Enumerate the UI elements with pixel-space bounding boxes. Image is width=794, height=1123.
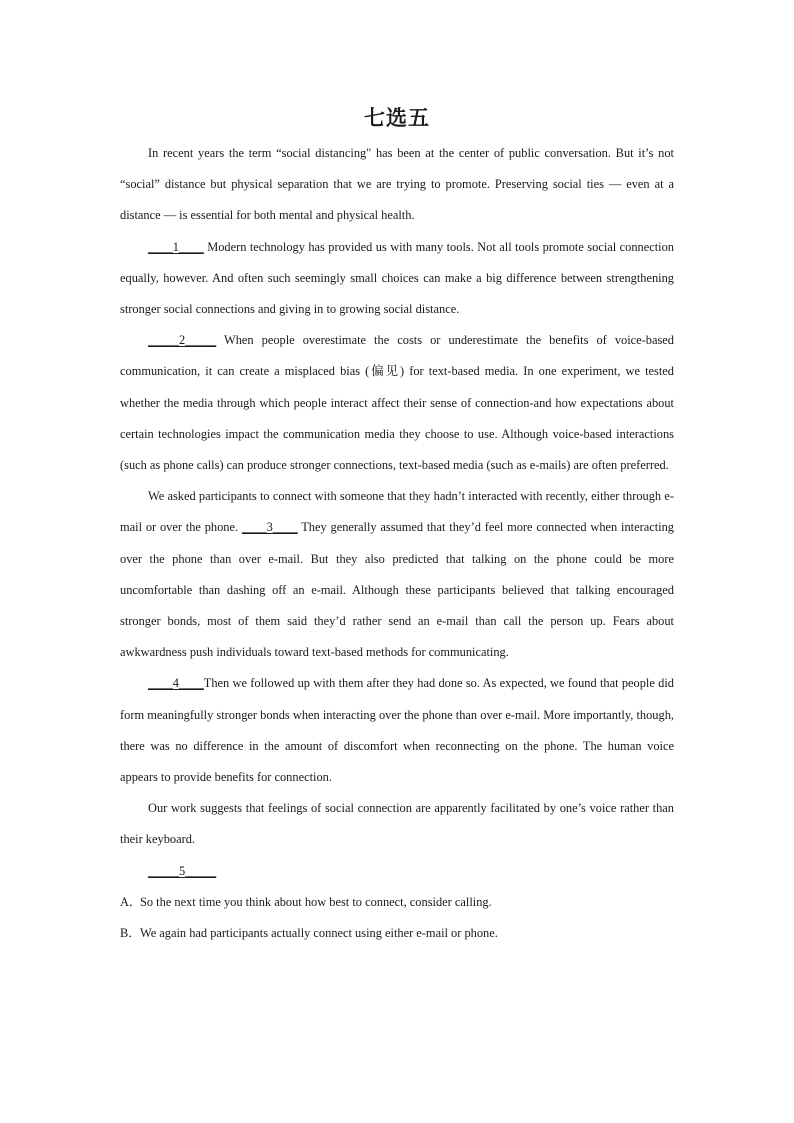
blank-5: _____5_____: [148, 863, 217, 878]
paragraph-2-text: Modern technology has provided us with many tools. Not all tools promote social connection equally, however. And often such seemingly small choices can make a big difference between strengthening stronger social connections and giving in to growing social distance.: [120, 239, 674, 317]
option-b-letter: B．: [120, 926, 141, 941]
paragraph-6: Our work suggests that feelings of social connection are apparently facilitated by one’s voice rather than their keyboard.: [120, 801, 674, 847]
blank-3: ____3____: [241, 520, 298, 535]
paragraph-5: [120, 668, 674, 793]
paragraph-4-text-a: We asked participants to connect with someone that they hadn’t interacted with recently, either through e-mail or over the phone.: [120, 489, 674, 535]
option-a-letter: A．: [120, 894, 142, 909]
page-title: 七选五: [364, 106, 430, 130]
blank-2: _____2_____: [148, 333, 217, 348]
paragraph-4-text-b: They generally assumed that they’d feel more connected when interacting over the phone than over e-mail. But they also predicted that talking on the phone could be more uncomfortable than dashing off an e-mail. Although these participants believed that talking encouraged stronger bonds, most of them said they’d rather send an e-mail than call the person up. Fears about awkwardness push individuals toward text-based methods for communicating.: [120, 520, 674, 660]
paragraph-3: [120, 325, 674, 481]
option-a-text: So the next time you think about how best to connect, consider calling.: [140, 894, 492, 909]
paragraph-1: In recent years the term “social distancing" has been at the center of public conversation. But it’s not “social” distance but physical separation that we are trying to promote. Preserving social ties — even at a distance — is essential for both mental and physical health.: [120, 146, 674, 223]
blank-4: ____4____: [148, 676, 204, 691]
option-b-text: We again had participants actually connect using either e-mail or phone.: [140, 926, 498, 941]
passage-body: [120, 138, 674, 949]
paragraph-3-text: When people overestimate the costs or underestimate the benefits of voice-based communication, it can create a misplaced bias (偏见) for text-based media. In one experiment, we tested whether the media through which people interact affect their sense of connection-and how expectations about certain technologies impact the communication media they choose to use. Although voice-based interactions (such as phone calls) can produce stronger connections, text-based media (such as e-mails) are often preferred.: [120, 333, 674, 473]
paragraph-5-text: Then we followed up with them after they had done so. As expected, we found that people did form meaningfully stronger bonds when interacting over the phone than over e-mail. More importantly, though, there was no difference in the amount of discomfort when reconnecting on the phone. The human voice appears to provide benefits for connection.: [120, 676, 674, 785]
blank-1: ____1____: [148, 239, 204, 254]
paragraph-2: [120, 232, 674, 326]
option-b: [120, 918, 674, 949]
paragraph-4: [120, 481, 674, 668]
paragraph-7: [120, 856, 674, 887]
option-a: [120, 887, 674, 918]
